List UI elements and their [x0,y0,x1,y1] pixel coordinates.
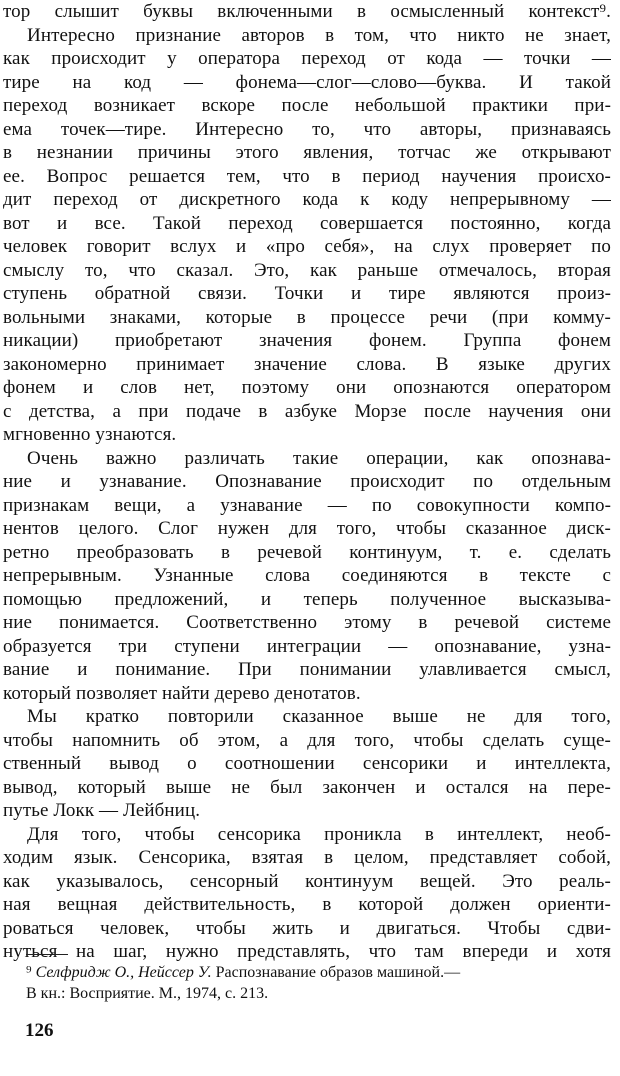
text-line: Мы кратко повторили сказанное выше не для того, [27,706,611,727]
text-line: как указывалось, сенсорный континуум вещей. Это реаль- [3,870,611,892]
text-line: переход возникает вскоре после небольшой практики при- [3,95,611,116]
text-line: фонем и слов нет, поэтому они опознаются оператором [3,377,611,398]
text-line: дит переход от дискретного кода к коду непрерывному — [3,189,611,210]
footnote [26,962,611,1004]
text-line: Очень важно различать такие операции, как опознава- [27,447,611,469]
text-line: смыслу то, что сказал. Это, как раньше отмечалось, вторая [3,259,611,281]
main-text [3,0,611,964]
text-line: Интересно признание авторов в том, что никто не знает, [27,24,611,46]
text-line: как происходит у оператора переход от кода — точки — [3,48,611,69]
footnote-line-1 [26,962,611,983]
text-line: путье Локк — Лейбниц. [3,800,201,821]
text-line: который позволяет найти дерево денотатов. [3,682,361,704]
text-line: ступень обратной связи. Точки и тире являются произ- [3,283,611,304]
text-line: ственный вывод о соотношении сенсорики и интеллекта, [3,753,611,774]
text-line: признакам вещи, а узнавание — по совокупности компо- [3,494,611,516]
text-line: ретно преобразовать в речевой континуум, т. е. сделать [3,541,611,563]
text-line: непрерывным. Узнанные слова соединяются в тексте с [3,565,611,586]
text-line: закономерно принимает значение слова. В языке других [3,353,611,375]
text-line: ходим язык. Сенсорика, взятая в целом, представляет собой, [3,847,611,868]
text-line: ее. Вопрос решается тем, что в период научения происхо- [3,165,611,187]
text-line: вывод, который выше не был закончен и остался на пере- [3,776,611,798]
text-line: ема точек—тире. Интересно то, что авторы, признаваясь [3,118,611,140]
text-line: ние понимается. Соответственно этому в речевой системе [3,612,611,633]
text-line: вот и все. Такой переход совершается постоянно, когда [3,212,611,234]
text-line: никации) приобретают значения фонем. Группа фонем [3,330,611,351]
text-line: роваться человек, чтобы жить и двигаться. Чтобы сдви- [3,917,611,939]
text-line: в незнании причины этого явления, тотчас же открывают [3,142,611,163]
text-line: образуется три ступени интеграции — опознавание, узна- [3,635,611,657]
footnote-authors: Селфридж О., Нейссер У. [35,964,212,981]
footnote-divider [26,954,68,955]
text-line: с детства, а при подаче в азбуке Морзе после научения они [3,400,611,422]
text-line: тор слышит буквы включенными в осмысленный контекст⁹. [3,1,611,22]
text-line: чтобы напомнить об этом, а для того, чтобы сделать суще- [3,729,611,751]
footnote-marker: ⁹ [26,964,32,981]
text-line: вание и понимание. При понимании улавливается смысл, [3,659,611,680]
text-line: нуться на шаг, нужно представлять, что там впереди и хотя [3,941,611,962]
text-line: человек говорит вслух и «про себя», на слух проверяет по [3,236,611,257]
text-line: мгновенно узнаются. [3,424,177,445]
text-line: помощью предложений, и теперь полученное высказыва- [3,588,611,610]
text-line: Для того, чтобы сенсорика проникла в интеллект, необ- [27,823,611,845]
page-number: 126 [25,1020,54,1041]
text-line: тире на код — фонема—слог—слово—буква. И такой [3,71,611,93]
footnote-source: В кн.: Восприятие. М., 1974, с. 213. [26,985,269,1002]
text-line: нентов целого. Слог нужен для того, чтобы сказанное диск- [3,518,611,539]
text-line: вольными знаками, которые в процессе речи (при комму- [3,306,611,328]
footnote-title: Распознавание образов машиной.— [215,964,461,981]
text-line: ние и узнавание. Опознавание происходит по отдельным [3,471,611,492]
text-line: ная вещная действительность, в которой должен ориенти- [3,894,611,915]
